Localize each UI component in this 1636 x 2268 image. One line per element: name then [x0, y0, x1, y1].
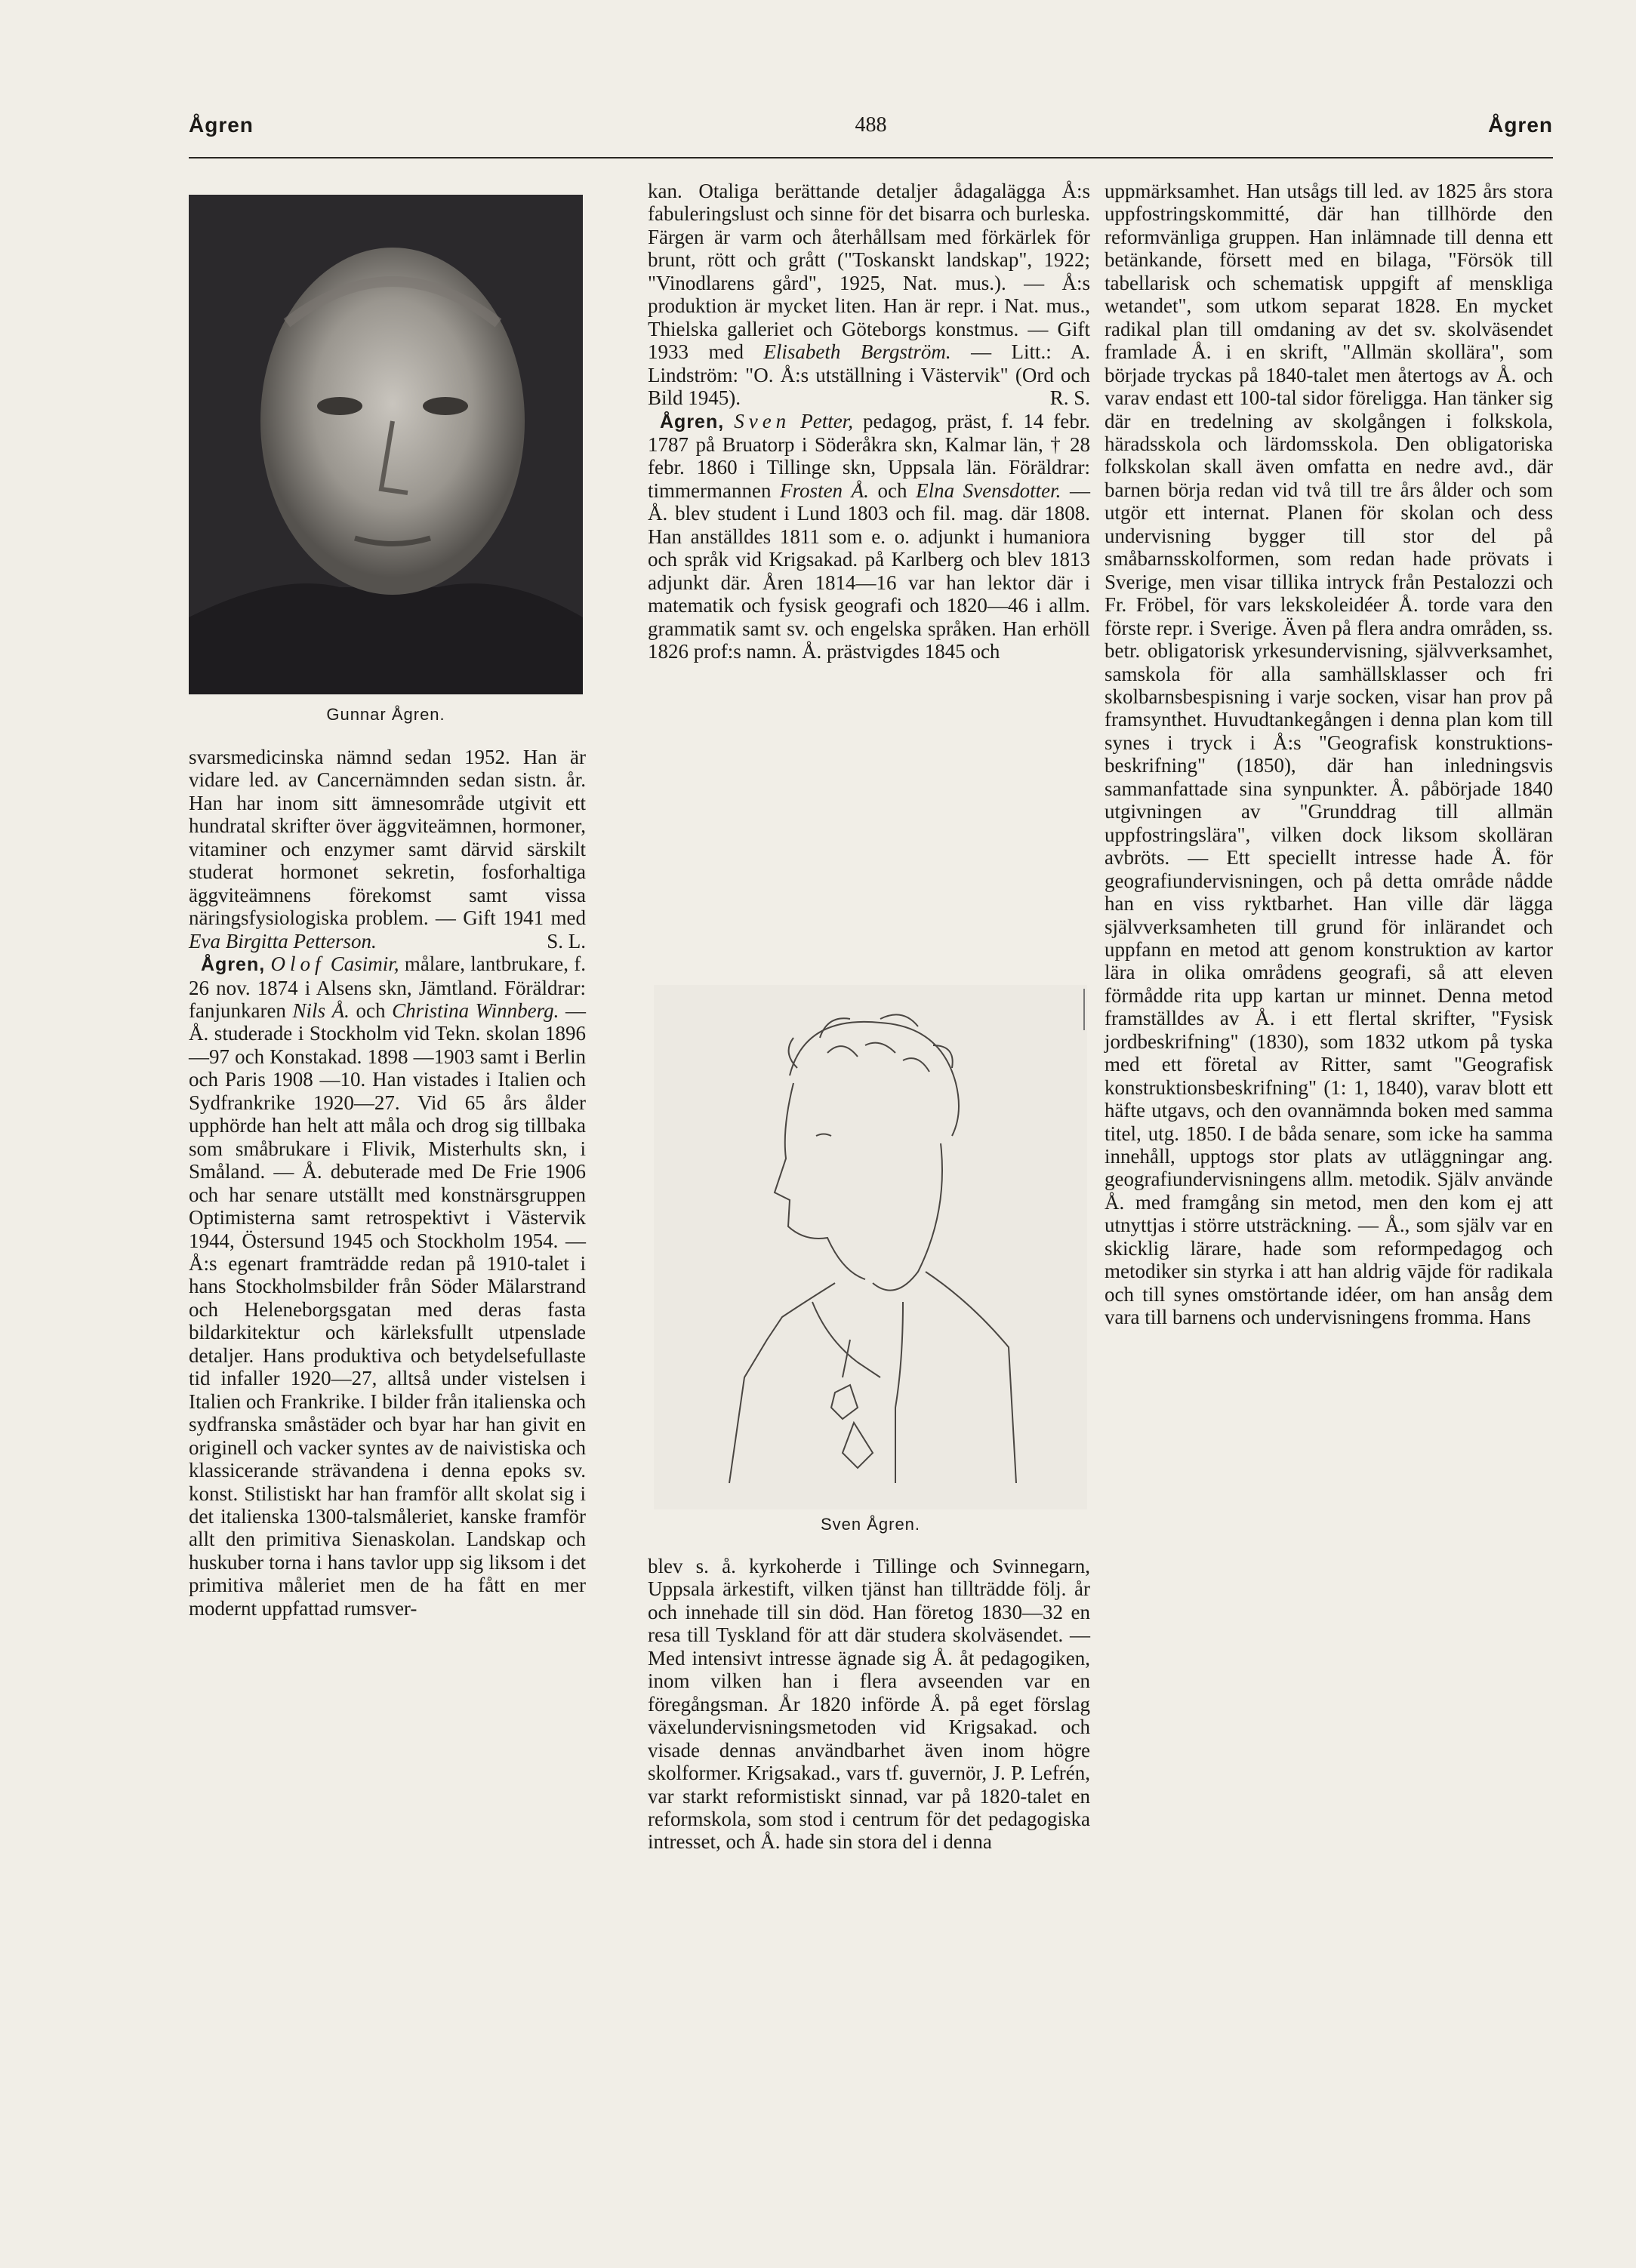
column-2-lower: [648, 1555, 1090, 1854]
header-rule: [189, 157, 1553, 158]
photo-caption: Gunnar Ågren.: [326, 705, 445, 724]
entry-olof-agren: Ågren, Olof Casimir, målare, lantbrukare, f. 26 nov. 1874 i Alsens skn, Jämtland. Föräldrar: fanjunkaren Nils Å. och Christina Winnberg. — Å. studerade i Stockholm vid Tekn. skolan 1896—97 och Konstakad. 1898 —1903 samt i Berlin och Paris 1908 —10. Han vistades i Italien och Sydfrankrike 1920—27. Vid 65 års ålder upphörde han helt att måla och drog sig tillbaka som småbrukare i Flivik, Misterhults skn, i Småland. — Å. debuterade med De Frie 1906 och har senare utställt med konstnärsgruppen Optimisterna samt retrospektivt i Västervik 1944, Östersund 1945 och Stockholm 1954. — Å:s egenart framträdde redan på 1910-talet i hans Stockholmsbilder från Söder Mälarstrand och Heleneborgsgatan med deras fasta bildarkitektur och kärleksfullt utpenslade detaljer. Hans produktiva och betydelsefullaste tid infaller 1920—27, alltså under vistelsen i Italien och Frankrike. I bilder från italienska och sydfranska småstäder och byar har han givit en originell och vacker syntes av de naivistiska och klassicerande strävandena i denna epoks sv. konst. Stilistiskt har han framför allt skolat sig i det italienska 1300-talsmåleriet, kanske framför allt den primitiva Sienaskolan. Landskap och huskuber torna i hans tavlor upp sig liksom i det primitiva måleriet men de ha fått en mer modernt uppfattad rumsver-: [189, 952, 587, 1620]
author-signature: R. S.: [1049, 386, 1090, 410]
sven-entry-continuation: blev s. å. kyrkoherde i Tillinge och Svinnegarn, Uppsala ärkestift, vilken tjänst han tillträdde följ. år och innehade till sin död. Han företog 1830—32 en resa till Tyskland för att där studera skolväsendet. — Med intensivt intresse ägnade sig Å. åt pedagogiken, inom vilken han i flera avseenden var en föregångsman. År 1820 införde Å. på eget förslag växelundervisningsmetoden vid Krigsakad. och visade dennas användbarhet även inom högre skolformer. Krigsakad., vars tf. guvernör, J. P. Lefrén, var starkt reformistiskt sinnad, var på 1820-talet en reformskola, som stod i centrum för det pedagogiska intresset, och Å. hade sin stora del i denna: [648, 1555, 1090, 1854]
column-2: [648, 180, 1090, 663]
sketch-caption: Sven Ågren.: [820, 1515, 921, 1534]
spouse-name: Eva Birgitta Petterson.: [189, 929, 377, 952]
sketch-portrait-sven: [654, 985, 1087, 1509]
entry-headword: Ågren,: [660, 411, 725, 432]
column-1: [189, 746, 586, 1620]
spouse-name: Elisabeth Bergström.: [763, 340, 951, 364]
gunnar-entry-continuation: svarsmedicinska nämnd sedan 1952. Han är vidare led. av Cancernämnden sedan sistn. år. Han har inom sitt ämnesområde utgivit ett hundratal skrifter över äggviteämnen, hormoner, vitaminer och enzymer samt därvid särskilt studerat hormonet sekretin, fosforhaltiga äggviteämnens förekomst samt vissa näringsfysiologiska problem. — Gift 1941 med Eva Birgitta Petterson. S. L.: [189, 746, 586, 952]
header-left-keyword: Ågren: [189, 113, 254, 137]
entry-headword: Ågren,: [201, 954, 266, 976]
sven-entry-continuation-col3: uppmärksamhet. Han utsågs till led. av 1825 års stora uppfostringskommitté, där han tillhörde den reformvänliga gruppen. Han inlämnade till denna ett betänkande, försett med en bilaga, "Försök till tabellarisk och schematisk uppgift af menskliga wetandet", som utkom separat 1828. En mycket radikal plan till omdaning av det sv. skolväsendet framlade Å. i en skrift, "Allmän skollära", som började tryckas på 1840-talet men återtogs av Å. och varav endast ett 100-tal sidor föreligga. Han tänker sig där en tredelning av skolgången i folkskola, häradsskola och lärdomsskola. Den obligatoriska folkskolan skall även omfatta en nedre avd., där barnen börja redan vid två till tre års ålder och som utgör ett internat. Planen för skolan och dess undervisning bygger till stor del på småbarnsskolformen, som redan hade prövats i Sverige, men visar tillika intryck från Pestalozzi och Fr. Fröbel, för vars lekskoleidéer Å. torde vara den förste repr. i Sverige. Även på flera andra områden, ss. betr. obligatorisk yrkesundervisning, självverksamhet, samskola för alla samhällsklasser och fri skolbarnsbespisning i varje socken, visar han prov på framsynthet. Huvudtankegången i denna plan kom till synes i tryck i Å:s "Geografisk konstruktions-beskrifning" (1850), där han inledningsvis sammanfattade sina synpunkter. Å. påbörjade 1840 utgivningen av "Grunddrag till allmän uppfostringslära", vilken dock liksom skolläran avbröts. — Ett speciellt intresse hade Å. för geografiundervisningen, och på detta område nådde han en viss ryktbarhet. Han ville där lägga självverksamheten till grund för inlärandet och uppfann en metod att genom konstruktion av kartor lära in olika områdens geografi, så att eleven förmådde rita upp kartan ur minnet. Denna metod framställdes av Å. i ett flertal skrifter, "Fysisk jordbeskrifning" (1830), som 1832 utkom på tyska med ett företal av Ritter, samt "Geografisk konstruktionsbeskrifning" (1: 1, 1840), varav blott ett häfte utgavs, och den ovannämnda boken med samma titel, utg. 1850. I de båda senare, som icke ha samma innehåll, upptogs stor plats av utläggningar ang. geografiundervisningens allm. metodik. Själv använde Å. med framgång sin metod, men den kom ej att utnyttjas i större utsträckning. — Å., som själv var en skicklig lärare, hade som reformpedagog och metodiker sin styrka i att han aldrig vājde för radikala och till synes omstörtande idéer, om han ansåg dem vara till barnens och undervisningens fromma. Hans: [1105, 180, 1553, 1329]
page-number: 488: [855, 113, 887, 137]
header-right-keyword: Ågren: [1488, 113, 1553, 137]
author-signature: S. L.: [547, 929, 586, 952]
portrait-photo-gunnar: [189, 195, 583, 694]
running-header: [189, 113, 1553, 151]
entry-given-name: Sven Petter,: [734, 409, 853, 432]
column-3: [1105, 180, 1553, 1329]
olof-entry-continuation: kan. Otaliga berättande detaljer ådagalägga Å:s fabuleringslust och sinne för det bisarra och burleska. Färgen är varm och återhållsam med förkärlek för brunt, rött och grått ("Toskanskt landskap", 1922; "Vinodlarens gård", 1925, Nat. mus.). — Å:s produktion är mycket liten. Han är repr. i Nat. mus., Thielska galleriet och Göteborgs konstmus. — Gift 1933 med Elisabeth Bergström. — Litt.: A. Lindström: "O. Å:s utställning i Västervik" (Ord och Bild 1945). R. S.: [648, 180, 1090, 410]
entry-given-name: Olof Casimir,: [270, 952, 399, 976]
entry-sven-agren: Ågren, Sven Petter, pedagog, präst, f. 14 febr. 1787 på Bruatorp i Söderåkra skn, Kalmar län, † 28 febr. 1860 i Tillinge skn, Uppsala län. Föräldrar: timmermannen Frosten Å. och Elna Svensdotter. — Å. blev student i Lund 1803 och fil. mag. där 1808. Han anställdes 1811 som e. o. adjunkt i humaniora och språk vid Krigsakad. på Karlberg och blev 1813 adjunkt där. Åren 1814—16 var han lektor där i matematik och fysisk geografi och 1820—46 i allm. grammatik samt sv. och engelska språken. Han erhöll 1826 prof:s namn. Å. prästvigdes 1845 och: [648, 409, 1091, 663]
